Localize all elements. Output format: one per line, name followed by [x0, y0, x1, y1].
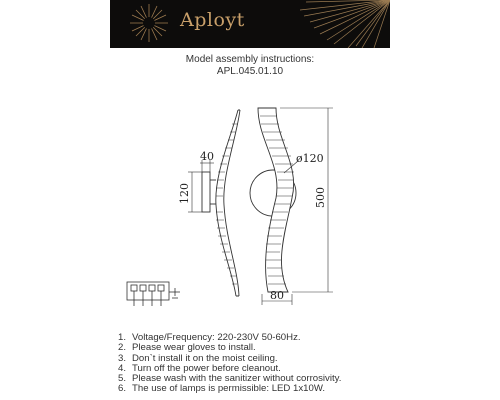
- instruction-item: 2. Please wear gloves to install.: [118, 342, 256, 354]
- model-number: APL.045.01.10: [216, 66, 284, 77]
- lamp-side-view: [216, 110, 240, 296]
- instruction-item: 3. Don`t install it on the moist ceiling.: [118, 352, 278, 364]
- instruction-item: 6. The use of lamps is permissible: LED 1x10W.: [118, 383, 326, 395]
- wall-mount-bracket: [202, 172, 216, 212]
- instruction-item: 4. Turn off the power before cleanout.: [118, 362, 281, 374]
- dimension-label-80: 80: [270, 289, 284, 302]
- instructions-list: [118, 333, 341, 395]
- dimension-label-diameter: ø120: [296, 152, 324, 165]
- instruction-item: 5. Please wash with the sanitizer without corrosivity.: [118, 373, 342, 385]
- dimension-label-120: 120: [178, 183, 191, 204]
- instruction-item: 1. Voltage/Frequency: 220-230V 50-60Hz.: [118, 332, 301, 343]
- lamp-front-view: [250, 108, 296, 292]
- dimension-label-40: 40: [200, 150, 214, 163]
- dimension-label-500: 500: [314, 187, 327, 208]
- instructions-heading: Model assembly instructions:: [185, 54, 315, 65]
- brand-logo-text: Aployt: [180, 9, 245, 31]
- terminal-block-diagram: [127, 282, 180, 306]
